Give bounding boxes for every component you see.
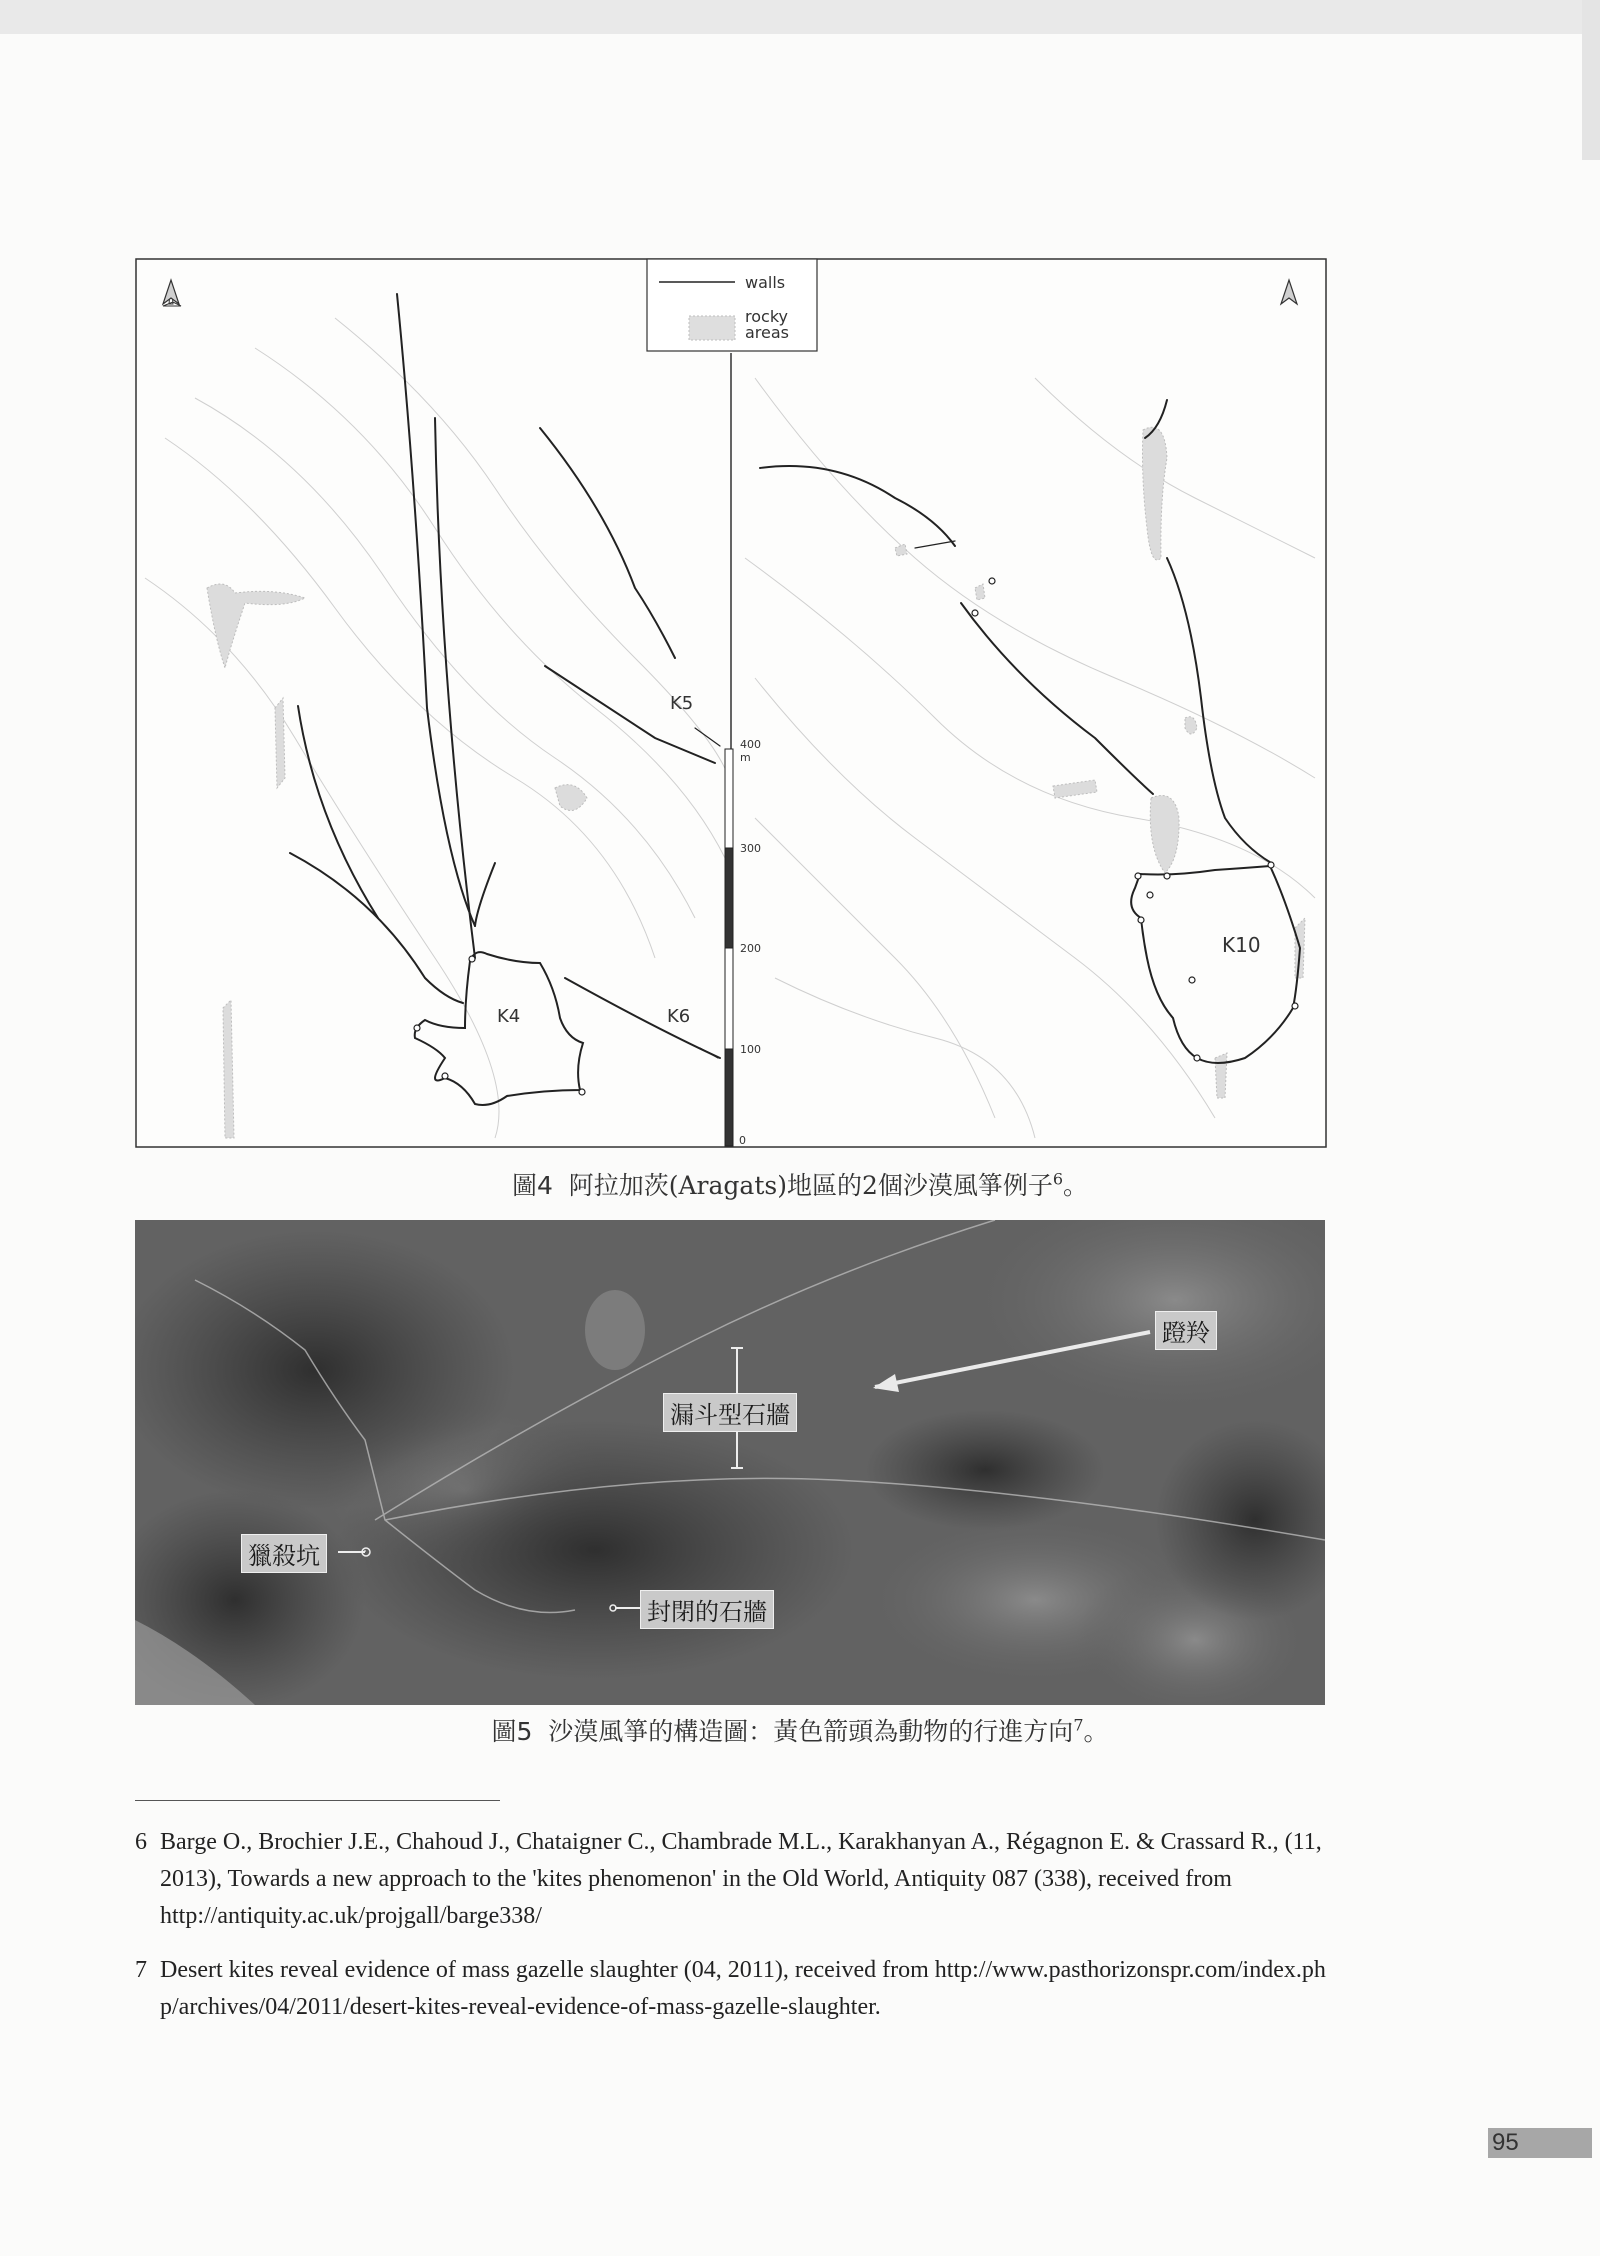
scale-0: 0 [739,1134,746,1147]
figure-4-map [135,258,1327,1148]
footnote-7 [135,1952,1335,2026]
label-gazelle: 蹬羚 [1155,1311,1217,1350]
scale-100: 100 [740,1043,761,1056]
figure-4-svg [135,258,1327,1148]
legend-rocky-label: rocky [745,307,788,326]
figure-4-caption-end: 。 [1063,1171,1089,1200]
figure-4-footnote-ref: 6 [1052,1169,1064,1189]
footnote-7-number: 7 [135,1957,147,1983]
scan-right-shadow [1582,0,1600,160]
label-k10: K10 [1222,933,1261,957]
scale-300: 300 [740,842,761,855]
figure-5-photo [135,1220,1325,1705]
label-kill-pit: 獵殺坑 [241,1534,327,1573]
figure-4-caption-text: 阿拉加茨(Aragats)地區的2個沙漠風箏例子 [568,1171,1053,1200]
scale-400: 400 [740,738,761,751]
label-enclosure-wall: 封閉的石牆 [640,1590,774,1629]
figure-5-footnote-ref: 7 [1073,1715,1084,1735]
figure-5-caption [0,1712,1600,1748]
figure-5-caption-prefix: 圖5 [491,1717,533,1746]
figure-5-caption-end: 。 [1083,1717,1109,1746]
label-k5: K5 [670,693,694,714]
footnote-6 [135,1824,1335,1935]
scale-200: 200 [740,942,761,955]
legend [647,259,817,351]
figure-4-caption [0,1166,1600,1202]
scan-top-shadow [0,0,1600,34]
footnote-rule [135,1800,500,1801]
legend-walls-label: walls [745,273,786,292]
footnote-7-text: Desert kites reveal evidence of mass gazelle slaughter (04, 2011), received from http://www.pasthorizonspr.com/index.php/archives/04/2011/desert-kites-reveal-evidence-of-mass-gazelle-slaughter. [160,1957,1326,2020]
figure-4-caption-prefix: 圖4 [511,1171,553,1200]
page-number: 95 [1488,2128,1592,2158]
label-funnel-wall: 漏斗型石牆 [663,1393,797,1432]
figure-5-caption-text: 沙漠風箏的構造圖：黃色箭頭為動物的行進方向 [548,1717,1074,1746]
figure-5-svg [135,1220,1325,1705]
footnote-6-number: 6 [135,1829,147,1855]
scale-unit: m [740,751,751,764]
legend-areas-label: areas [745,323,790,342]
label-k4: K4 [497,1006,521,1027]
footnote-6-text: Barge O., Brochier J.E., Chahoud J., Chataigner C., Chambrade M.L., Karakhanyan A., Régagnon E. & Crassard R., (11, 2013), Towards a new approach to the 'kites phenomenon' in the Old World, Antiquity 087 (338), received from http://antiquity.ac.uk/projgall/barge338/ [160,1829,1322,1929]
label-k6: K6 [667,1006,691,1027]
